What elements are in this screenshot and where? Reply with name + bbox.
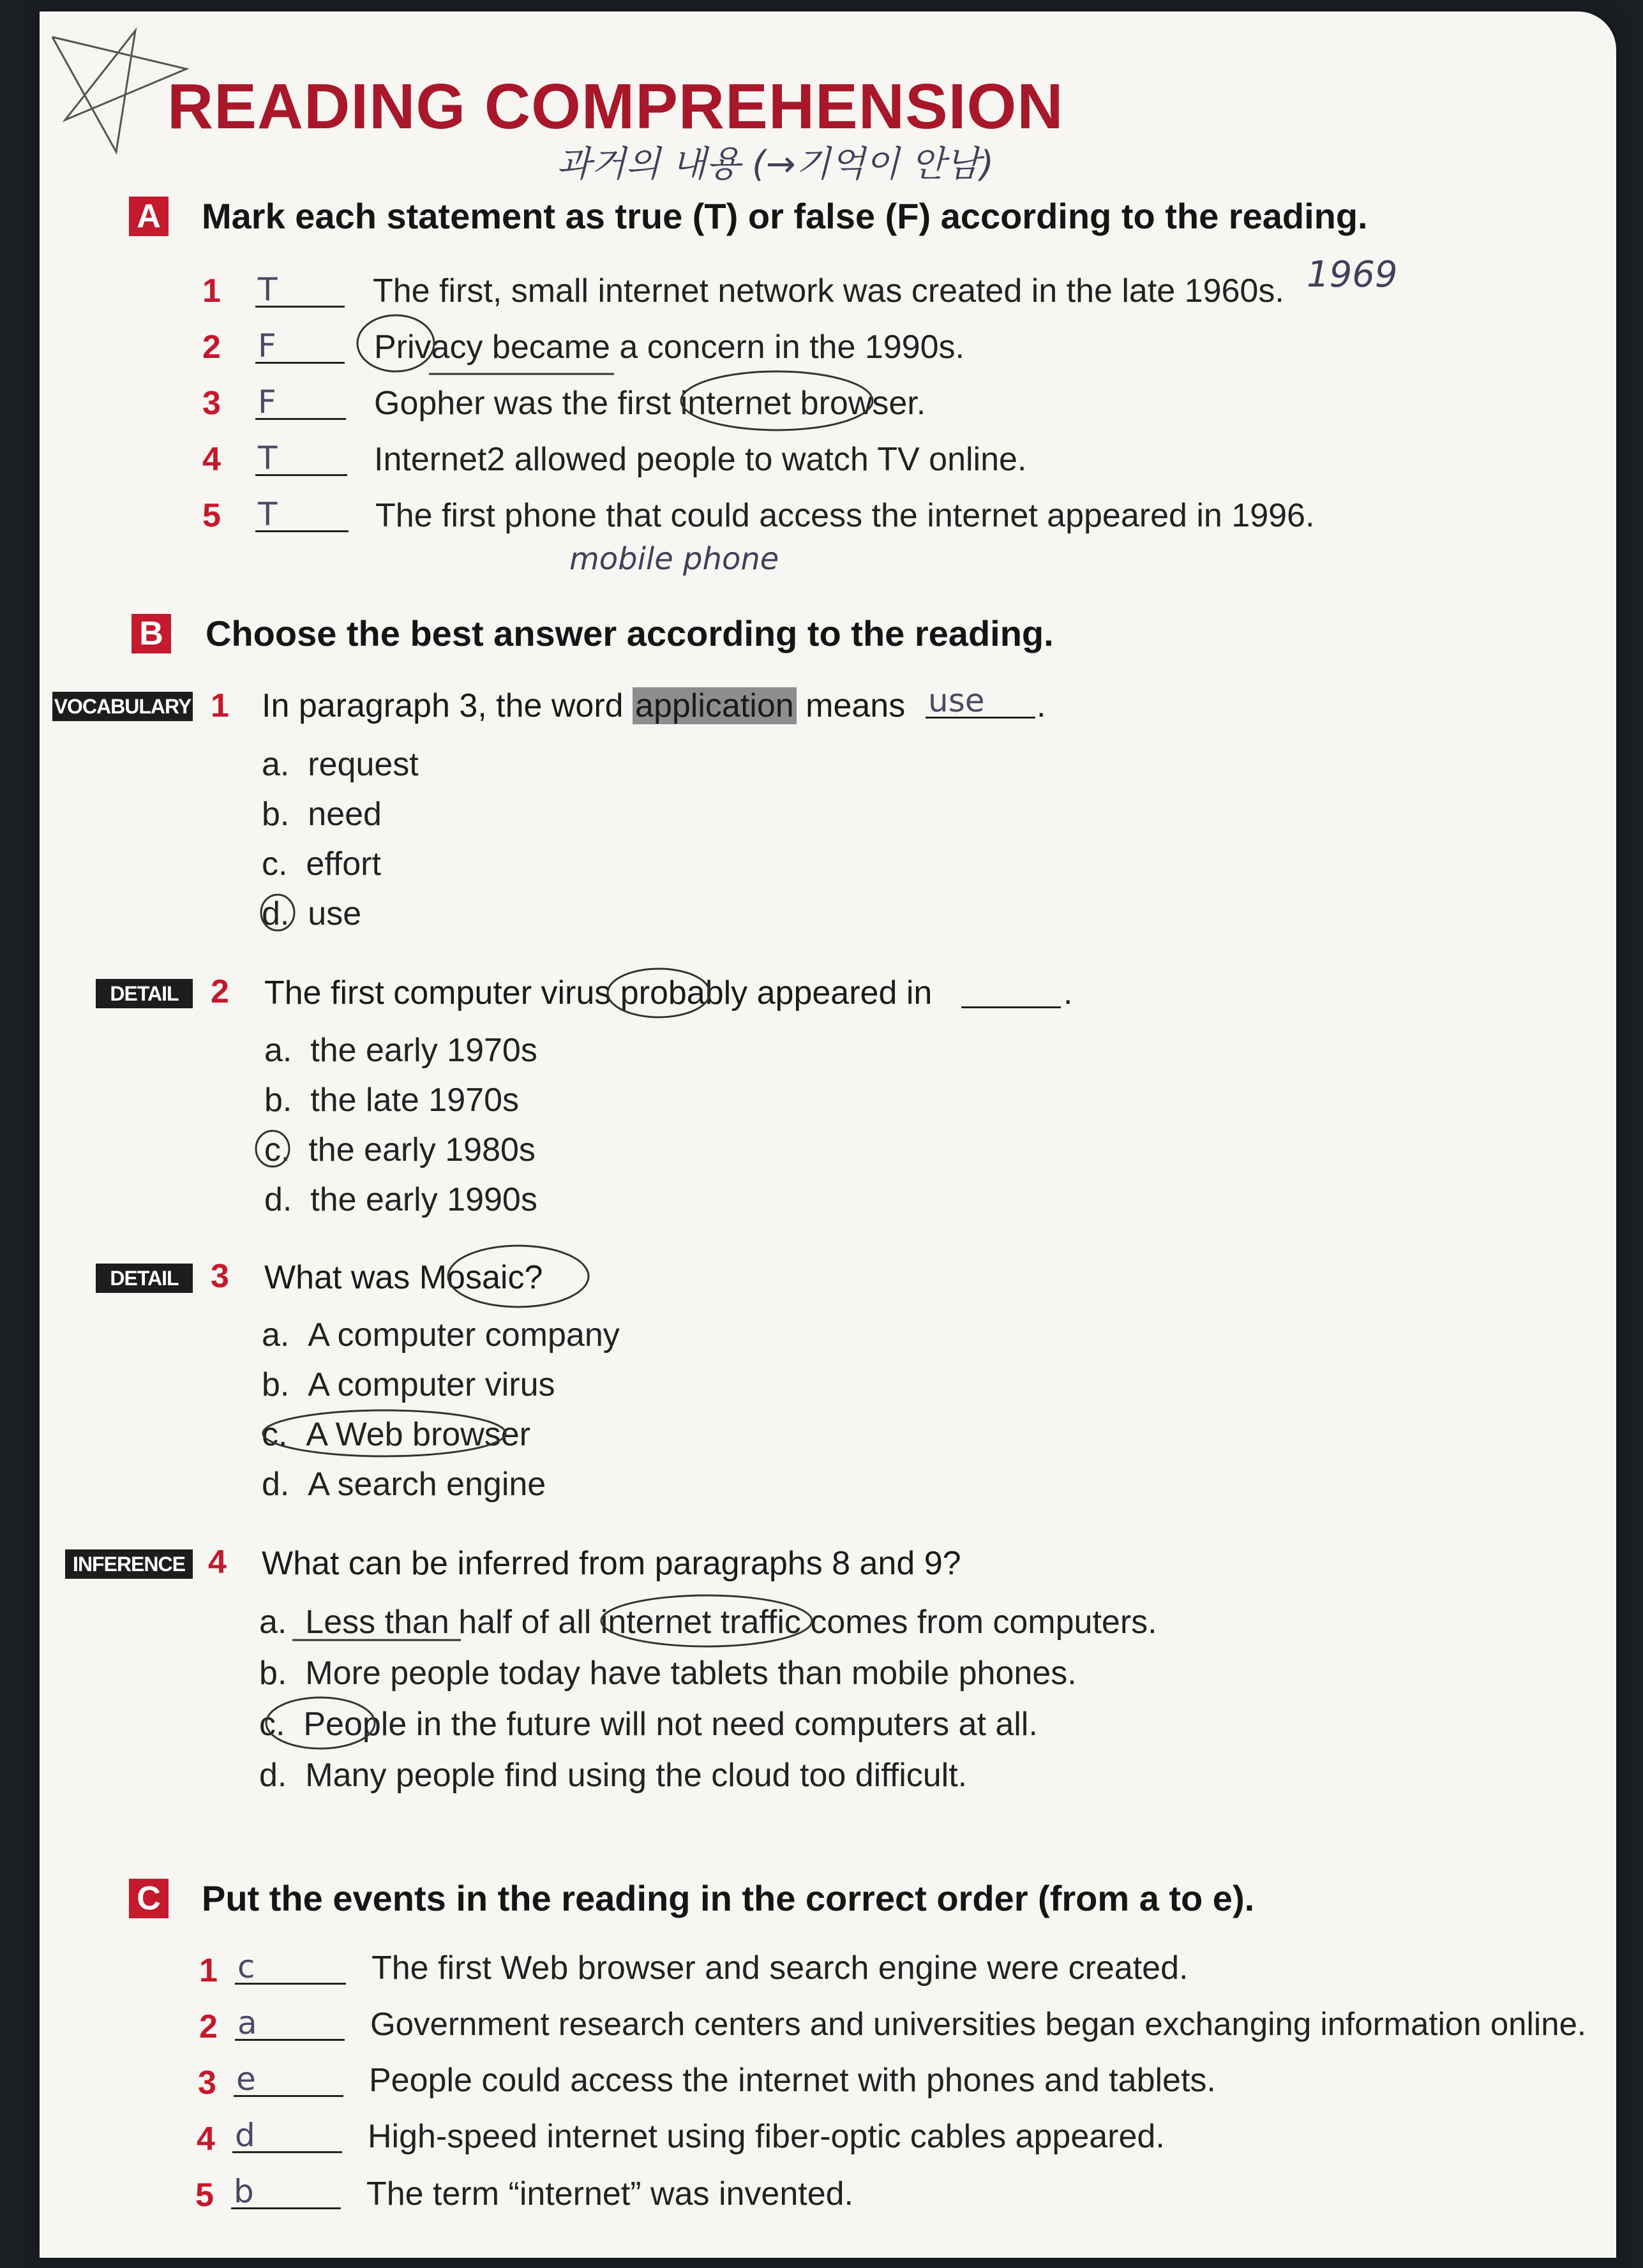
q1-option-c[interactable]: c. effort <box>262 846 381 883</box>
q4-option-c[interactable]: c. People in the future will not need computers at all. <box>259 1706 1038 1743</box>
q2-question: The first computer virus probably appeared in <box>264 974 933 1011</box>
q3-question: What was Mosaic? <box>264 1259 543 1296</box>
q1-number: 1 <box>211 687 229 724</box>
q4-option-a[interactable]: a. Less than half of all internet traffic comes from computers. <box>259 1604 1157 1641</box>
a-item-1-statement: The first, small internet network was created in the late 1960s. <box>373 272 1284 310</box>
q2-answer-blank[interactable] <box>961 973 1061 1008</box>
c-item-4-number: 4 <box>197 2121 215 2158</box>
q1-text-post: means <box>806 687 906 724</box>
q1-end: . <box>1037 687 1046 724</box>
q2-option-c[interactable]: c. the early 1980s <box>264 1131 536 1168</box>
c-item-5-event: The term “internet” was invented. <box>366 2175 853 2212</box>
a-item-3-answer[interactable]: F <box>255 384 346 420</box>
c-item-1-number: 1 <box>199 1952 218 1989</box>
a-item-5-answer[interactable]: T <box>255 496 349 532</box>
section-a-badge: A <box>129 197 169 236</box>
q1-question <box>262 687 905 725</box>
c-item-4-answer[interactable]: d <box>232 2117 342 2153</box>
a-item-3-number: 3 <box>202 385 221 422</box>
handwritten-1969: 1969 <box>1307 254 1398 295</box>
c-item-5-answer[interactable]: b <box>231 2174 341 2209</box>
q2-option-b[interactable]: b. the late 1970s <box>264 1082 519 1119</box>
a-item-2-statement: Privacy became a concern in the 1990s. <box>374 329 964 366</box>
c-item-3-number: 3 <box>198 2064 216 2101</box>
q3-option-b[interactable]: b. A computer virus <box>262 1366 555 1403</box>
c-item-1-event: The first Web browser and search engine were created. <box>371 1950 1189 1987</box>
q3-option-d[interactable]: d. A search engine <box>262 1466 546 1503</box>
q1-text-pre: In paragraph 3, the word <box>262 687 624 724</box>
section-a-heading: Mark each statement as true (T) or false (F) according to the reading. <box>202 196 1368 236</box>
a-item-4-statement: Internet2 allowed people to watch TV online. <box>374 441 1027 478</box>
q1-answer-blank[interactable]: use <box>926 683 1035 719</box>
a-item-5-number: 5 <box>202 497 221 534</box>
a-item-1-number: 1 <box>202 272 221 310</box>
section-b-heading: Choose the best answer according to the reading. <box>206 613 1054 653</box>
section-c-badge: C <box>129 1879 169 1918</box>
workbook-page <box>40 11 1616 2258</box>
q1-option-d[interactable]: d. use <box>262 895 362 932</box>
c-item-3-answer[interactable]: e <box>234 2061 343 2097</box>
handwritten-mobile-phone: mobile phone <box>569 541 779 577</box>
q1-highlight-word: application <box>633 687 797 724</box>
c-item-4-event: High-speed internet using fiber-optic cables appeared. <box>368 2118 1165 2155</box>
c-item-2-answer[interactable]: a <box>235 2005 345 2041</box>
c-item-5-number: 5 <box>195 2177 214 2214</box>
section-b-badge: B <box>131 614 171 653</box>
q4-option-d[interactable]: d. Many people find using the cloud too difficult. <box>259 1757 968 1794</box>
inference-tag: INFERENCE <box>65 1549 193 1579</box>
section-c-heading: Put the events in the reading in the correct order (from a to e). <box>202 1878 1255 1918</box>
a-item-2-number: 2 <box>202 329 221 366</box>
q2-end: . <box>1063 974 1073 1011</box>
a-item-4-number: 4 <box>202 441 221 478</box>
q4-question: What can be inferred from paragraphs 8 and 9? <box>262 1545 961 1582</box>
q3-option-c[interactable]: c. A Web browser <box>262 1416 530 1453</box>
c-item-1-answer[interactable]: c <box>235 1949 346 1985</box>
a-item-4-answer[interactable]: T <box>255 440 347 476</box>
c-item-3-event: People could access the internet with phones and tablets. <box>369 2062 1216 2099</box>
a-item-3-statement: Gopher was the first internet browser. <box>374 385 926 422</box>
vocabulary-tag: VOCABULARY <box>52 692 193 721</box>
q2-number: 2 <box>211 973 229 1010</box>
q1-option-b[interactable]: b. need <box>262 796 382 833</box>
detail-tag-q2: DETAIL <box>96 979 193 1008</box>
q3-number: 3 <box>211 1258 229 1295</box>
a-item-2-answer[interactable]: F <box>255 328 345 364</box>
detail-tag-q3: DETAIL <box>96 1264 193 1293</box>
c-item-2-event: Government research centers and universities began exchanging information online. <box>370 2006 1587 2042</box>
q4-number: 4 <box>208 1544 227 1581</box>
a-item-5-statement: The first phone that could access the internet appeared in 1996. <box>375 497 1315 534</box>
a-item-1-answer[interactable]: T <box>255 272 345 308</box>
q4-option-b[interactable]: b. More people today have tablets than mobile phones. <box>259 1655 1077 1692</box>
q3-option-a[interactable]: a. A computer company <box>262 1317 620 1354</box>
c-item-2-number: 2 <box>199 2008 218 2045</box>
q1-option-a[interactable]: a. request <box>262 746 419 783</box>
q2-option-d[interactable]: d. the early 1990s <box>264 1181 537 1218</box>
page-title: READING COMPREHENSION <box>167 71 1064 142</box>
q2-option-a[interactable]: a. the early 1970s <box>264 1032 537 1069</box>
handwritten-top-note: 과거의 내용 (→기억이 안남) <box>557 144 994 185</box>
